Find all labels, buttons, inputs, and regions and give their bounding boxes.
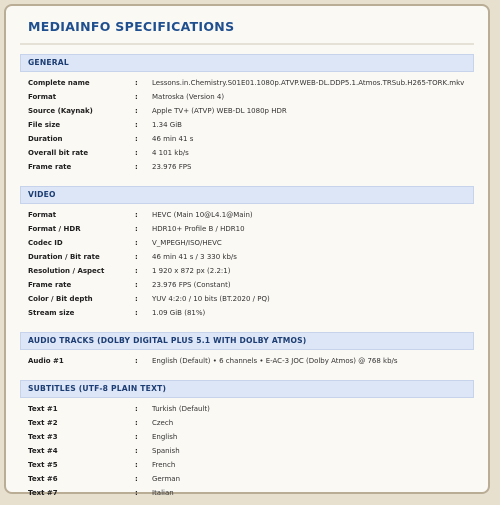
spec-label: File size <box>28 121 61 129</box>
spec-label: Format <box>28 211 57 219</box>
section-video <box>20 186 474 324</box>
spec-row <box>20 444 474 458</box>
section-audio <box>20 332 474 372</box>
spec-separator: : <box>135 447 138 455</box>
rows-subtitles <box>20 398 474 504</box>
spec-separator: : <box>135 107 138 115</box>
spec-separator: : <box>135 461 138 469</box>
spec-separator: : <box>135 121 138 129</box>
spec-label: Text #6 <box>28 475 58 483</box>
spec-row <box>20 118 474 132</box>
rows-general <box>20 72 474 178</box>
spec-label: Text #2 <box>28 419 58 427</box>
spec-value: 1.09 GiB (81%) <box>152 309 206 317</box>
section-general <box>20 54 474 178</box>
spec-value: Matroska (Version 4) <box>152 93 225 101</box>
spec-value: 46 min 41 s / 3 330 kb/s <box>152 253 237 261</box>
spec-row <box>20 132 474 146</box>
spec-separator: : <box>135 419 138 427</box>
section-header-general: GENERAL <box>20 54 474 72</box>
spec-label: Text #3 <box>28 433 58 441</box>
specs-card <box>4 4 490 497</box>
spec-value: HEVC (Main 10@L4.1@Main) <box>152 211 253 219</box>
spec-row <box>20 486 474 500</box>
spec-value: Lessons.in.Chemistry.S01E01.1080p.ATVP.WEB-DL.DDP5.1.Atmos.TRSub.H265-TORK.mkv <box>152 79 465 87</box>
spec-separator: : <box>135 357 138 365</box>
spec-separator: : <box>135 475 138 483</box>
spec-label: Audio #1 <box>28 357 64 365</box>
spec-label: Codec ID <box>28 239 63 247</box>
spec-value: 4 101 kb/s <box>152 149 189 157</box>
spec-row <box>20 472 474 486</box>
spec-label: Color / Bit depth <box>28 295 93 303</box>
spec-value: V_MPEGH/ISO/HEVC <box>152 239 222 247</box>
spec-value: German <box>152 475 181 483</box>
spec-label: Text #4 <box>28 447 58 455</box>
spec-label: Overall bit rate <box>28 149 89 157</box>
spec-value: 23.976 FPS <box>152 163 192 171</box>
section-header-subtitles: SUBTITLES (UTF-8 PLAIN TEXT) <box>20 380 474 398</box>
spec-label: Frame rate <box>28 281 72 289</box>
spec-label: Duration / Bit rate <box>28 253 100 261</box>
spec-label: Complete name <box>28 79 90 87</box>
title-divider <box>20 43 474 45</box>
spec-row <box>20 402 474 416</box>
spec-row <box>20 416 474 430</box>
spec-separator: : <box>135 225 138 233</box>
spec-value: Apple TV+ (ATVP) WEB-DL 1080p HDR <box>152 107 287 115</box>
spec-row <box>20 250 474 264</box>
spec-label: Format <box>28 93 57 101</box>
rows-video <box>20 204 474 324</box>
spec-value: Spanish <box>152 447 180 455</box>
section-header-video: VIDEO <box>20 186 474 204</box>
spec-separator: : <box>135 309 138 317</box>
spec-value: Italian <box>152 489 174 497</box>
spec-label: Text #1 <box>28 405 58 413</box>
spec-label: Format / HDR <box>28 225 81 233</box>
spec-separator: : <box>135 149 138 157</box>
spec-separator: : <box>135 267 138 275</box>
rows-audio <box>20 350 474 372</box>
spec-row <box>20 430 474 444</box>
spec-row <box>20 146 474 160</box>
spec-separator: : <box>135 79 138 87</box>
spec-row <box>20 104 474 118</box>
section-gap <box>20 178 474 186</box>
spec-separator: : <box>135 253 138 261</box>
page-title: MEDIAINFO SPECIFICATIONS <box>28 19 235 34</box>
spec-row <box>20 208 474 222</box>
spec-value: 23.976 FPS (Constant) <box>152 281 231 289</box>
spec-value: Czech <box>152 419 174 427</box>
section-gap <box>20 372 474 380</box>
spec-value: Turkish (Default) <box>152 405 210 413</box>
spec-separator: : <box>135 211 138 219</box>
spec-row <box>20 76 474 90</box>
spec-separator: : <box>135 281 138 289</box>
spec-label: Text #7 <box>28 489 58 497</box>
spec-label: Resolution / Aspect <box>28 267 105 275</box>
spec-value: 1 920 x 872 px (2.2:1) <box>152 267 231 275</box>
spec-row <box>20 264 474 278</box>
spec-separator: : <box>135 93 138 101</box>
spec-separator: : <box>135 163 138 171</box>
spec-label: Stream size <box>28 309 75 317</box>
spec-value: French <box>152 461 176 469</box>
spec-label: Text #5 <box>28 461 58 469</box>
spec-row <box>20 458 474 472</box>
spec-separator: : <box>135 239 138 247</box>
spec-separator: : <box>135 405 138 413</box>
spec-separator: : <box>135 489 138 497</box>
spec-row <box>20 160 474 174</box>
spec-label: Source (Kaynak) <box>28 107 93 115</box>
spec-separator: : <box>135 433 138 441</box>
section-gap <box>20 324 474 332</box>
section-header-audio: AUDIO TRACKS (DOLBY DIGITAL PLUS 5.1 WITH DOLBY ATMOS) <box>20 332 474 350</box>
spec-row <box>20 278 474 292</box>
spec-value: HDR10+ Profile B / HDR10 <box>152 225 245 233</box>
spec-separator: : <box>135 135 138 143</box>
spec-row <box>20 354 474 368</box>
spec-value: 1.34 GiB <box>152 121 182 129</box>
spec-row <box>20 222 474 236</box>
spec-row <box>20 90 474 104</box>
spec-row <box>20 306 474 320</box>
spec-row <box>20 236 474 250</box>
spec-value: YUV 4:2:0 / 10 bits (BT.2020 / PQ) <box>152 295 270 303</box>
spec-label: Duration <box>28 135 63 143</box>
spec-value: 46 min 41 s <box>152 135 194 143</box>
section-subtitles <box>20 380 474 504</box>
spec-value: English (Default) • 6 channels • E-AC-3 JOC (Dolby Atmos) @ 768 kb/s <box>152 357 398 365</box>
spec-value: English <box>152 433 178 441</box>
spec-separator: : <box>135 295 138 303</box>
spec-row <box>20 292 474 306</box>
spec-label: Frame rate <box>28 163 72 171</box>
